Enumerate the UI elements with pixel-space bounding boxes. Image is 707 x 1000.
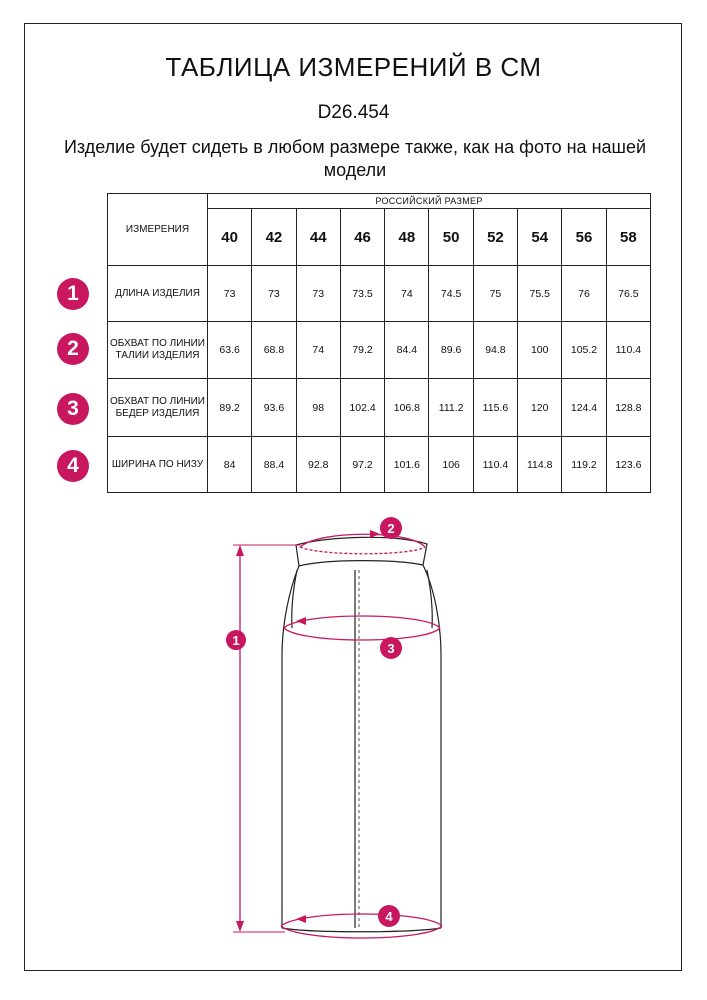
- table-cell: 75.5: [518, 266, 562, 322]
- table-cell: 102.4: [340, 379, 384, 437]
- table-cell: 101.6: [385, 437, 429, 493]
- table-cell: 88.4: [252, 437, 296, 493]
- table-cell: 84.4: [385, 322, 429, 379]
- size-column-header: 46: [340, 209, 384, 266]
- table-cell: 106: [429, 437, 473, 493]
- table-cell: 74.5: [429, 266, 473, 322]
- product-code: D26.454: [317, 102, 390, 123]
- measurement-label: ОБХВАТ ПО ЛИНИИ ТАЛИИ ИЗДЕЛИЯ: [108, 322, 208, 379]
- measurement-lines: [233, 530, 442, 938]
- table-cell: 76.5: [606, 266, 650, 322]
- table-cell: 124.4: [562, 379, 606, 437]
- hip-marker-label: 3: [387, 641, 395, 656]
- table-cell: 100: [518, 322, 562, 379]
- size-column-header: 42: [252, 209, 296, 266]
- table-cell: 97.2: [340, 437, 384, 493]
- table-cell: 84: [208, 437, 252, 493]
- table-cell: 92.8: [296, 437, 340, 493]
- table-cell: 106.8: [385, 379, 429, 437]
- table-cell: 73: [296, 266, 340, 322]
- size-column-header: 58: [606, 209, 650, 266]
- table-cell: 73.5: [340, 266, 384, 322]
- russian-size-header: РОССИЙСКИЙ РАЗМЕР: [208, 194, 651, 209]
- size-column-header: 44: [296, 209, 340, 266]
- length-marker-label: 1: [232, 633, 240, 648]
- table-cell: 68.8: [252, 322, 296, 379]
- table-cell: 73: [208, 266, 252, 322]
- table-cell: 110.4: [606, 322, 650, 379]
- table-cell: 89.2: [208, 379, 252, 437]
- table-cell: 111.2: [429, 379, 473, 437]
- size-column-header: 48: [385, 209, 429, 266]
- table-cell: 114.8: [518, 437, 562, 493]
- size-column-header: 56: [562, 209, 606, 266]
- measurement-label: ШИРИНА ПО НИЗУ: [108, 437, 208, 493]
- page-title: ТАБЛИЦА ИЗМЕРЕНИЙ В СМ: [165, 52, 542, 82]
- fit-note: Изделие будет сидеть в любом размере также, как на фото на нашей модели: [63, 137, 647, 180]
- measurement-label: ДЛИНА ИЗДЕЛИЯ: [108, 266, 208, 322]
- table-cell: 115.6: [473, 379, 517, 437]
- hem-marker-label: 4: [385, 909, 393, 924]
- table-cell: 89.6: [429, 322, 473, 379]
- table-cell: 63.6: [208, 322, 252, 379]
- table-cell: 94.8: [473, 322, 517, 379]
- measure-column-header: ИЗМЕРЕНИЯ: [108, 194, 208, 266]
- table-cell: 120: [518, 379, 562, 437]
- table-cell: 128.8: [606, 379, 650, 437]
- table-cell: 105.2: [562, 322, 606, 379]
- table-cell: 76: [562, 266, 606, 322]
- waist-marker-label: 2: [387, 521, 395, 536]
- table-cell: 74: [385, 266, 429, 322]
- table-cell: 123.6: [606, 437, 650, 493]
- table-cell: 74: [296, 322, 340, 379]
- size-column-header: 54: [518, 209, 562, 266]
- row-number-badge: 4: [57, 450, 89, 482]
- diagram-markers: [226, 517, 402, 927]
- table-cell: 93.6: [252, 379, 296, 437]
- size-column-header: 52: [473, 209, 517, 266]
- skirt-outline: [282, 537, 441, 931]
- row-number-badge: 3: [57, 393, 89, 425]
- table-cell: 110.4: [473, 437, 517, 493]
- measurement-label: ОБХВАТ ПО ЛИНИИ БЕДЕР ИЗДЕЛИЯ: [108, 379, 208, 437]
- table-cell: 79.2: [340, 322, 384, 379]
- row-number-badge: 2: [57, 333, 89, 365]
- table-cell: 73: [252, 266, 296, 322]
- table-cell: 98: [296, 379, 340, 437]
- row-number-badge: 1: [57, 278, 89, 310]
- size-column-header: 50: [429, 209, 473, 266]
- size-column-header: 40: [208, 209, 252, 266]
- table-cell: 75: [473, 266, 517, 322]
- table-cell: 119.2: [562, 437, 606, 493]
